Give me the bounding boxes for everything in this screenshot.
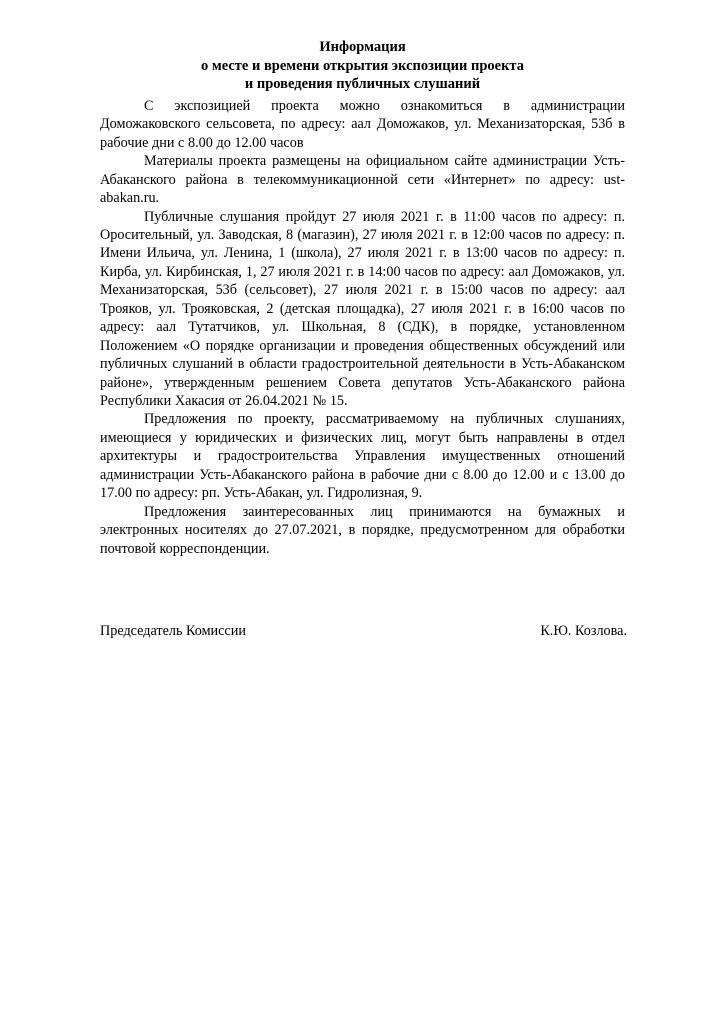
- document-title: [100, 38, 625, 94]
- signature-block: [100, 622, 627, 640]
- signature-position: Председатель Комиссии: [100, 623, 246, 639]
- paragraph-hearing-schedule: Публичные слушания пройдут 27 июля 2021 г. в 11:00 часов по адресу: п. Оросительный, ул. Заводская, 8 (магазин), 27 июля 2021 г. в 12:00 часов по адресу: п. Имени Ильича, ул. Ленина, 1 (школа), 27 июля 2021 г. в 13:00 часов по адресу: п. Кирба, ул. Кирбинская, 1, 27 июля 2021 г. в 14:00 часов по адресу: аал Доможаков, ул. Механизаторская, 53б (сельсовет), 27 июля 2021 г. в 15:00 часов по адресу: аал Трояков, ул. Трояковская, 2 (детская площадка), 27 июля 2021 г. в 16:00 часов по адресу: аал Тутатчиков, ул. Школьная, 8 (СДК), в порядке, установленном Положением «О порядке организации и проведения общественных обсуждений или публичных слушаний в области градостроительной деятельности в Усть-Абаканском районе», утвержденным решением Совета депутатов Усть-Абаканского района Республики Хакасия от 26.04.2021 № 15.: [100, 208, 625, 410]
- paragraph-website-materials: Материалы проекта размещены на официальном сайте администрации Усть-Абаканского района в телекоммуникационной сети «Интернет» по адресу: ust-abakan.ru.: [100, 153, 625, 207]
- paragraph-proposals-submission: Предложения по проекту, рассматриваемому на публичных слушаниях, имеющиеся у юридических и физических лиц, могут быть направлены в отдел архитектуры и градостроительства Управления имущественных отношений администрации Усть-Абаканского района в рабочие дни с 8.00 до 12.00 и с 13.00 до 17.00 по адресу: рп. Усть-Абакан, ул. Гидролизная, 9.: [100, 411, 625, 502]
- title-line-2: о месте и времени открытия экспозиции проекта: [201, 57, 524, 74]
- title-line-1: Информация: [319, 39, 406, 55]
- document-body: [100, 38, 625, 558]
- paragraph-exposition-location: С экспозицией проекта можно ознакомиться в администрации Доможаковского сельсовета, по адресу: аал Доможаков, ул. Механизаторская, 53б в рабочие дни с 8.00 до 12.00 часов: [100, 97, 625, 151]
- signature-name: К.Ю. Козлова.: [540, 623, 627, 639]
- paragraph-proposals-deadline: Предложения заинтересованных лиц принимаются на бумажных и электронных носителях до 27.07.2021, в порядке, предусмотренном для обработки почтовой корреспонденции.: [100, 503, 625, 557]
- document-paragraphs: [100, 97, 625, 558]
- title-line-3: и проведения публичных слушаний: [244, 76, 481, 93]
